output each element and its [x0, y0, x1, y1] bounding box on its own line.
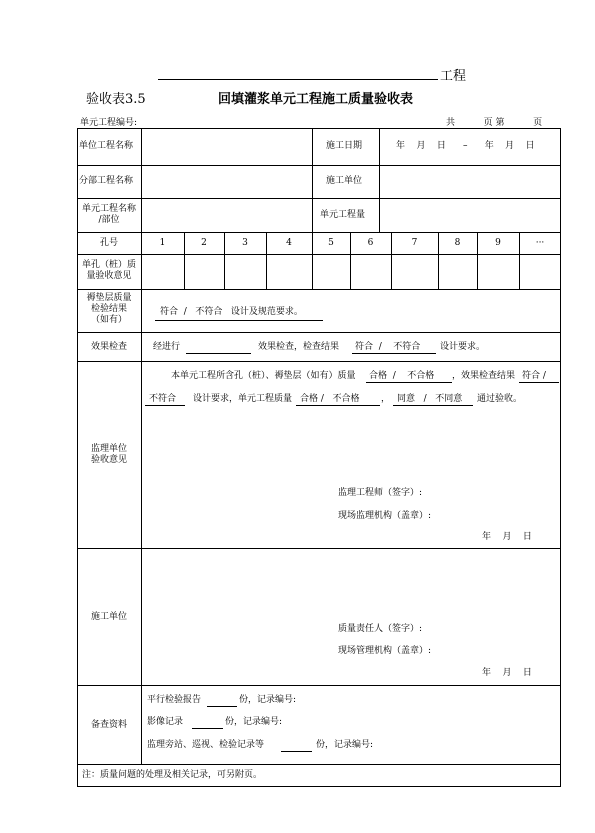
supervision-line2-choice3: 同意 / 不同意: [397, 394, 463, 404]
reference-line2-b: 份，记录编号:: [225, 717, 283, 727]
project-suffix: 工程: [440, 69, 467, 84]
page-count: 共 页 第 页: [446, 118, 543, 128]
footnote: 注：质量问题的处理及相关记录，可另附页。: [82, 770, 263, 780]
construction-date-label: 施工日期: [326, 141, 363, 151]
hole-number: 9: [495, 238, 501, 248]
supervision-line1-b: ，效果检查结果: [452, 371, 516, 381]
quality-person-signature: 质量责任人（签字）:: [338, 624, 423, 634]
date-range: 年 月 日 – 年 月 日: [396, 141, 535, 151]
division-project-label: 分部工程名称: [79, 176, 134, 186]
reference-label: 备查资料: [90, 720, 127, 730]
hole-number: 3: [242, 238, 248, 248]
hole-number: 1: [159, 238, 166, 248]
supervision-line2-choice2: 合格 / 不合格: [300, 394, 360, 404]
supervision-label: 监理单位 验收意见: [90, 444, 127, 465]
reference-line1-b: 份，记录编号:: [239, 695, 297, 705]
supervision-line2-a: 设计要求，单元工程质量: [193, 394, 293, 404]
unit-quantity-label: 单元工程量: [320, 210, 366, 220]
effect-text-2: 效果检查，检查结果: [258, 342, 340, 352]
reference-line3-b: 份，记录编号:: [316, 740, 374, 750]
supervision-line2-sep: ，: [381, 394, 391, 404]
cushion-label: 褥垫层质量 检验结果 （如有）: [86, 293, 132, 325]
cushion-result: 符合 / 不符合 设计及规范要求。: [160, 307, 303, 317]
supervision-line1-choice: 合格 / 不合格: [369, 371, 435, 381]
hole-number: 4: [286, 238, 292, 248]
reference-line2-a: 影像记录: [147, 717, 184, 727]
single-hole-label: 单孔（桩）质 量验收意见: [81, 260, 136, 281]
hole-number: 6: [367, 238, 374, 248]
project-name-line: [158, 79, 438, 80]
supervision-line1-a: 本单元工程所含孔（桩）、褥垫层（如有）质量: [171, 371, 356, 381]
hole-number: ···: [535, 238, 545, 248]
supervision-line2-choice: 不符合: [149, 394, 177, 404]
page-title: 回填灌浆单元工程施工质量验收表: [218, 92, 414, 107]
construction-date: 年 月 日: [482, 668, 532, 678]
unit-element-label: 单元工程名称 /部位: [81, 204, 136, 225]
construction-unit-label: 施工单位: [326, 176, 363, 186]
form-number: 验收表3.5: [86, 92, 146, 107]
hole-no-label: 孔号: [99, 238, 118, 248]
unit-project-label: 单位工程名称: [79, 141, 134, 151]
reference-line1-a: 平行检验报告: [147, 695, 202, 705]
supervision-engineer-signature: 监理工程师（签字）:: [338, 488, 423, 498]
effect-text-1: 经进行: [153, 342, 181, 352]
unit-code-label: 单元工程编号:: [80, 118, 138, 128]
supervision-org-seal: 现场监理机构（盖章）:: [338, 511, 432, 521]
hole-number: 5: [328, 238, 334, 248]
effect-text-3: 设计要求。: [440, 342, 486, 352]
construction-org-seal: 现场管理机构（盖章）:: [338, 646, 432, 656]
construction-unit-section-label: 施工单位: [90, 612, 127, 622]
supervision-date: 年 月 日: [482, 532, 532, 542]
supervision-line2-b: 通过验收。: [477, 394, 523, 404]
supervision-line1-choice2: 符合 /: [522, 371, 546, 381]
hole-number: 7: [411, 238, 418, 248]
reference-line3-a: 监理旁站、巡视、检验记录等: [147, 740, 265, 750]
effect-check-label: 效果检查: [90, 342, 127, 352]
hole-number: 8: [454, 238, 461, 248]
effect-choice: 符合 / 不符合: [355, 342, 421, 352]
hole-number: 2: [201, 238, 207, 248]
